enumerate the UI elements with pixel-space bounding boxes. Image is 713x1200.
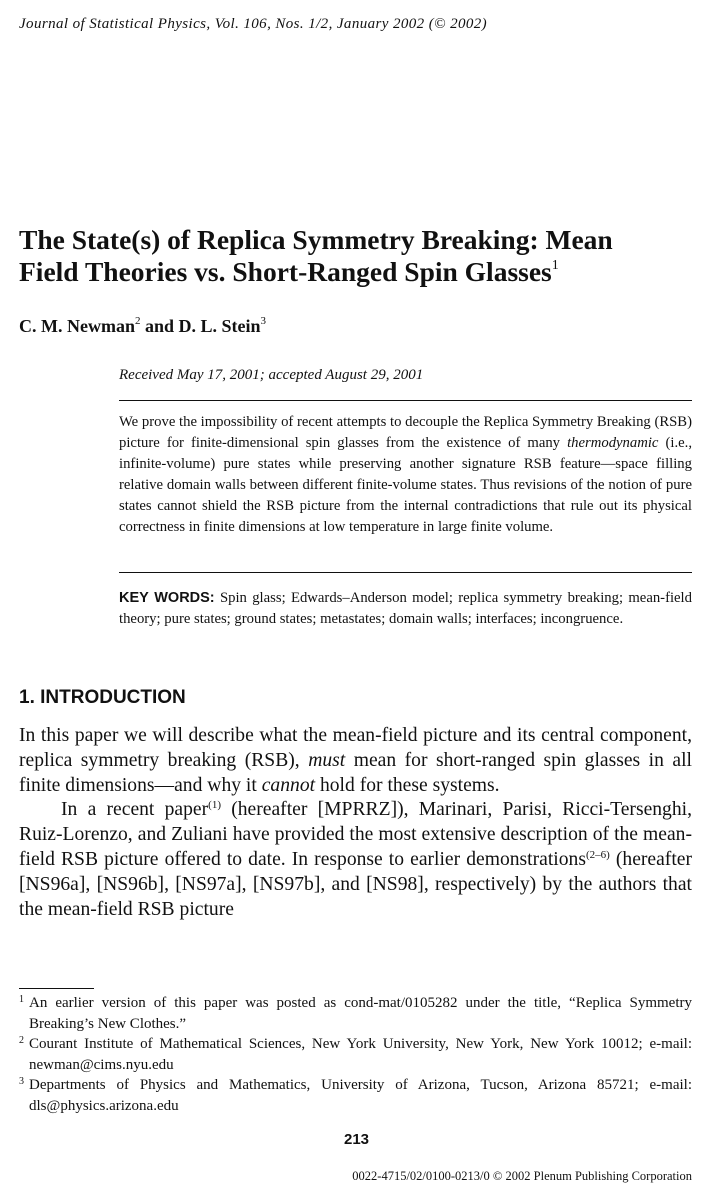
paragraph-2-text-b: (hereafter [MPRRZ]), Marinari, Parisi, Ricci-Tersenghi, Ruiz-Lorenzo, and Zuliani have provided the most extensive description of the mean-field RSB picture offered to date. In response to earlier demonstrations bbox=[19, 799, 692, 870]
author-stein: D. L. Stein bbox=[178, 316, 261, 336]
author-stein-footnote-marker: 3 bbox=[260, 315, 267, 327]
emphasis-cannot: cannot bbox=[261, 774, 316, 796]
abstract-emphasis: thermodynamic bbox=[567, 435, 659, 451]
footnote-1-text: An earlier version of this paper was posted as cond-mat/0105282 under the title, “Replica Symmetry Breaking’s New Clothes.” bbox=[29, 995, 692, 1032]
title-line-1: The State(s) of Replica Symmetry Breaking: Mean bbox=[19, 224, 613, 255]
footnote-3-marker: 3 bbox=[19, 1076, 24, 1088]
footnote-3-text: Departments of Physics and Mathematics, University of Arizona, Tucson, Arizona 85721; e-mail: dls@physics.arizona.edu bbox=[29, 1077, 692, 1114]
section-heading: 1. INTRODUCTION bbox=[19, 687, 186, 708]
paragraph-1 bbox=[19, 724, 692, 798]
author-conjunction: and bbox=[140, 316, 179, 336]
footnote-2-text: Courant Institute of Mathematical Sciences, New York University, New York, New York 10012; e-mail: newman@cims.nyu.edu bbox=[29, 1036, 692, 1073]
footnote-1 bbox=[19, 993, 692, 1034]
emphasis-must: must bbox=[308, 749, 346, 771]
title-line-2: Field Theories vs. Short-Ranged Spin Glasses bbox=[19, 256, 552, 287]
keywords bbox=[119, 588, 692, 630]
footnotes bbox=[19, 993, 692, 1117]
article-title bbox=[19, 224, 699, 288]
copyright-line: 0022-4715/02/0100-0213/0 © 2002 Plenum Publishing Corporation bbox=[352, 1169, 692, 1183]
keywords-text: Spin glass; Edwards–Anderson model; replica symmetry breaking; mean-field theory; pure states; ground states; metastates; domain walls; interfaces; incongruence. bbox=[119, 590, 692, 627]
paragraph-1-text-a: In this paper we will describe what the mean-field picture and its central component, replica symmetry breaking (RSB), bbox=[19, 725, 692, 771]
received-dates: Received May 17, 2001; accepted August 29, 2001 bbox=[119, 367, 424, 383]
citation-ref-2-6: (2–6) bbox=[585, 848, 610, 861]
footnote-3 bbox=[19, 1075, 692, 1116]
paragraph-1-text-b: mean for short-ranged spin glasses in all finite dimensions—and why it bbox=[19, 749, 692, 796]
title-footnote-marker: 1 bbox=[551, 258, 559, 273]
body-text bbox=[19, 724, 692, 922]
footnote-2 bbox=[19, 1034, 692, 1075]
author-newman-footnote-marker: 2 bbox=[134, 315, 141, 327]
abstract-text-1: We prove the impossibility of recent attempts to decouple the Replica Symmetry Breaking (RSB) picture for finite-dimensional spin glasses from the existence of many bbox=[119, 414, 692, 451]
citation-ref-1: (1) bbox=[208, 799, 221, 812]
abstract-top-rule bbox=[119, 400, 692, 401]
paragraph-2-text-c: (hereafter [NS96a], [NS96b], [NS97a], [NS97b], and [NS98], respectively) by the authors that the mean-field RSB picture bbox=[19, 848, 692, 920]
abstract-bottom-rule bbox=[119, 572, 692, 573]
page-number: 213 bbox=[343, 1131, 370, 1148]
author-newman: C. M. Newman bbox=[19, 316, 135, 336]
paragraph-2-text-a: In a recent paper bbox=[61, 799, 209, 821]
paragraph-2 bbox=[19, 798, 692, 922]
paragraph-1-text-c: hold for these systems. bbox=[315, 774, 500, 796]
footnote-2-marker: 2 bbox=[19, 1035, 24, 1047]
keywords-label: KEY WORDS: bbox=[119, 590, 215, 606]
author-list bbox=[19, 316, 266, 337]
abstract-text-2: (i.e., infinite-volume) pure states while preserving another signature RSB feature—space filling relative domain walls between different finite-volume states. Thus revisions of the notion of pure states cannot shield the RSB picture from the internal contradictions that rule out its physical correctness in finite dimensions at low temperature in large finite volume. bbox=[119, 435, 692, 535]
journal-citation: Journal of Statistical Physics, Vol. 106, Nos. 1/2, January 2002 (© 2002) bbox=[19, 16, 488, 32]
footnote-rule bbox=[19, 988, 94, 989]
footnote-1-marker: 1 bbox=[19, 994, 24, 1005]
abstract bbox=[119, 412, 692, 538]
